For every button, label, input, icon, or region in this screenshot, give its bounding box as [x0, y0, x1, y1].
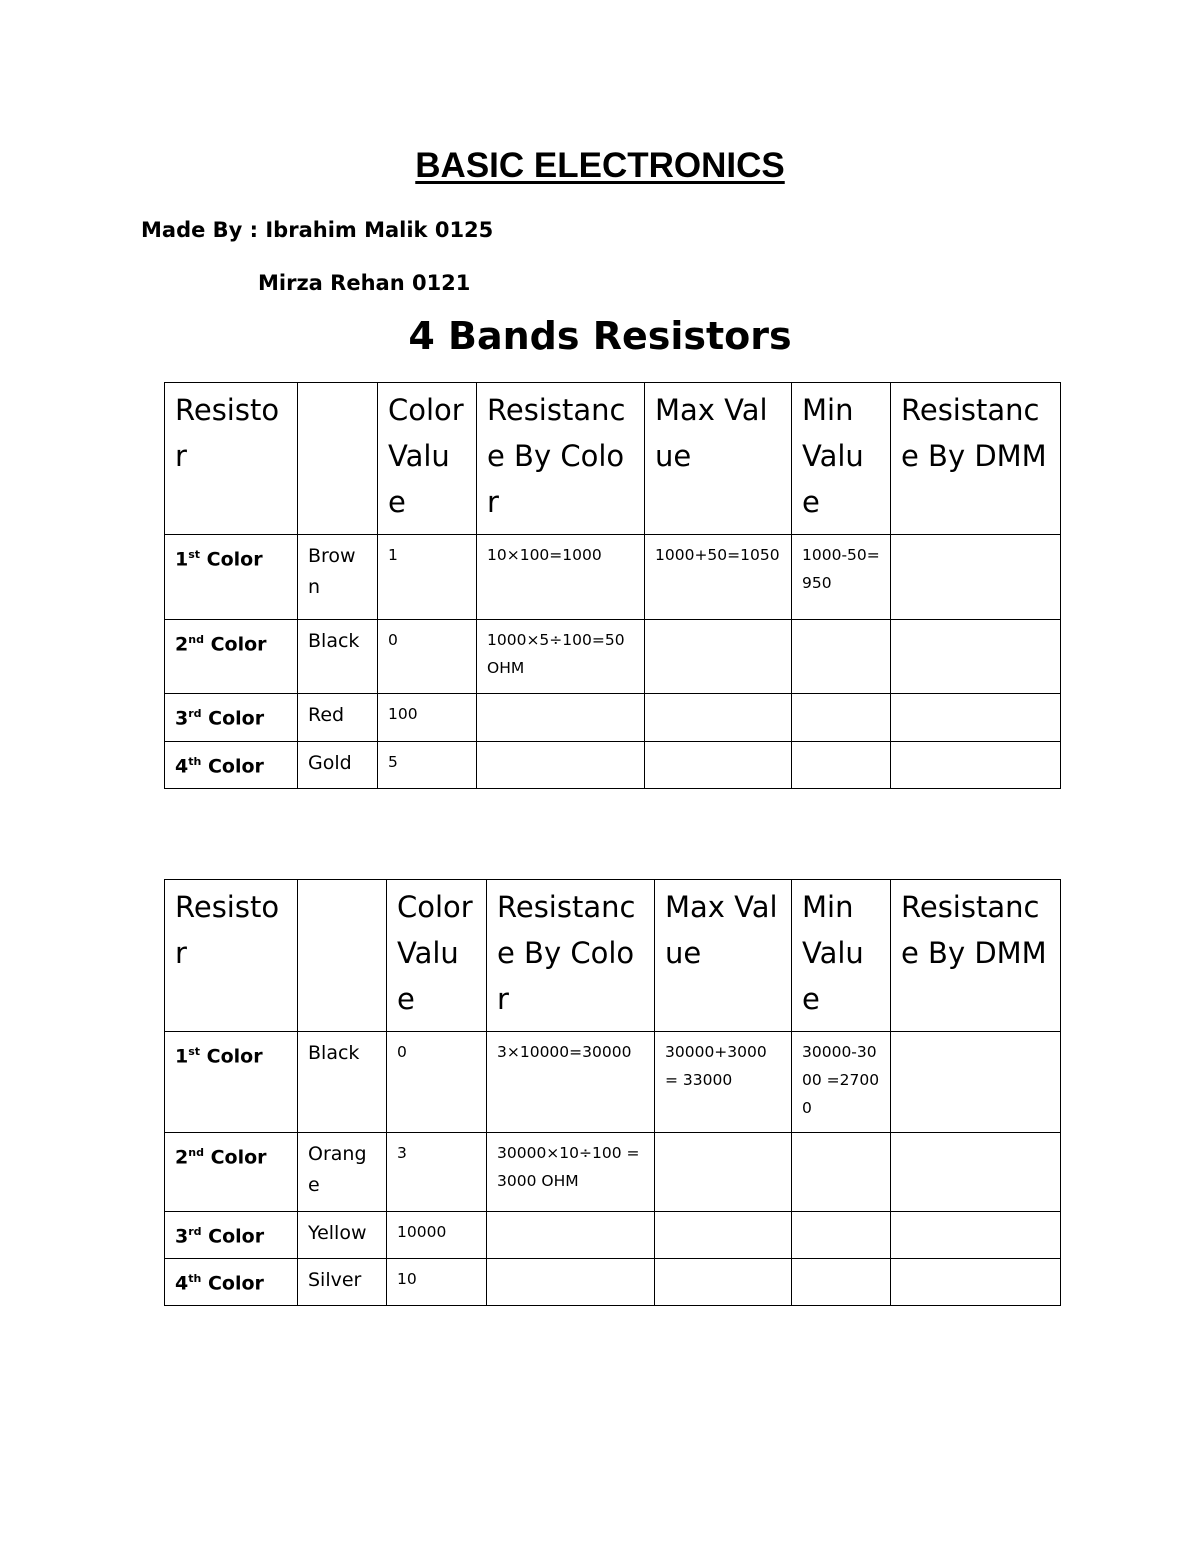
document-title [0, 146, 1200, 186]
resistance-by-color: 30000×10÷100 =3000 OHM [487, 1133, 655, 1212]
min-value: 30000-3000 =27000 [792, 1032, 891, 1133]
resistance-by-dmm [891, 1133, 1061, 1212]
table-row [165, 1259, 1061, 1306]
band-color: Yellow [298, 1212, 387, 1259]
table-header-row [165, 383, 1061, 535]
table-row [165, 535, 1061, 620]
color-value: 100 [378, 694, 477, 742]
band-color: Brown [298, 535, 378, 620]
header-cell: Max Value [645, 383, 792, 535]
color-value: 3 [387, 1133, 487, 1212]
document-title-text: BASIC ELECTRONICS [415, 146, 785, 185]
band-label: 4th Color [165, 1259, 298, 1306]
band-label: 1st Color [165, 1032, 298, 1133]
max-value [655, 1259, 792, 1306]
made-by-line: Made By : Ibrahim Malik 0125 [141, 218, 494, 242]
color-value: 0 [387, 1032, 487, 1133]
resistance-by-color [477, 742, 645, 789]
band-color: Red [298, 694, 378, 742]
band-color: Gold [298, 742, 378, 789]
band-color: Black [298, 1032, 387, 1133]
header-cell: Resistor [165, 383, 298, 535]
band-label: 3rd Color [165, 694, 298, 742]
resistance-by-dmm [891, 1212, 1061, 1259]
table-row [165, 694, 1061, 742]
header-cell [298, 880, 387, 1032]
table-row [165, 1032, 1061, 1133]
resistance-by-dmm [891, 535, 1061, 620]
max-value [655, 1133, 792, 1212]
color-value: 1 [378, 535, 477, 620]
resistance-by-color: 3×10000=30000 [487, 1032, 655, 1133]
resistance-by-color: 1000×5÷100=50 OHM [477, 620, 645, 694]
table-row [165, 742, 1061, 789]
resistance-by-color: 10×100=1000 [477, 535, 645, 620]
second-author: Mirza Rehan 0121 [258, 271, 471, 295]
band-label: 3rd Color [165, 1212, 298, 1259]
table-row [165, 620, 1061, 694]
color-value: 0 [378, 620, 477, 694]
band-color: Orange [298, 1133, 387, 1212]
resistance-by-dmm [891, 1032, 1061, 1133]
min-value [792, 620, 891, 694]
resistance-by-dmm [891, 1259, 1061, 1306]
min-value [792, 694, 891, 742]
header-cell: Max Value [655, 880, 792, 1032]
header-cell: Resistance By DMM [891, 383, 1061, 535]
min-value [792, 1212, 891, 1259]
color-value: 10000 [387, 1212, 487, 1259]
table-row [165, 1212, 1061, 1259]
header-cell: Resistor [165, 880, 298, 1032]
header-cell: Min Value [792, 383, 891, 535]
color-value: 10 [387, 1259, 487, 1306]
band-label: 2nd Color [165, 1133, 298, 1212]
band-label: 1st Color [165, 535, 298, 620]
max-value [645, 620, 792, 694]
header-cell: Color Value [387, 880, 487, 1032]
header-cell: Color Value [378, 383, 477, 535]
table-header-row [165, 880, 1061, 1032]
max-value [655, 1212, 792, 1259]
band-label: 4th Color [165, 742, 298, 789]
resistance-by-dmm [891, 742, 1061, 789]
resistance-by-dmm [891, 620, 1061, 694]
header-cell: Resistance By Color [487, 880, 655, 1032]
resistance-by-color [487, 1259, 655, 1306]
band-color: Black [298, 620, 378, 694]
min-value [792, 742, 891, 789]
max-value [645, 742, 792, 789]
resistance-by-dmm [891, 694, 1061, 742]
header-cell [298, 383, 378, 535]
resistance-by-color [487, 1212, 655, 1259]
header-cell: Min Value [792, 880, 891, 1032]
max-value [645, 694, 792, 742]
min-value [792, 1259, 891, 1306]
min-value: 1000-50=950 [792, 535, 891, 620]
band-label: 2nd Color [165, 620, 298, 694]
min-value [792, 1133, 891, 1212]
max-value: 1000+50=1050 [645, 535, 792, 620]
resistance-by-color [477, 694, 645, 742]
resistor-table-2 [164, 879, 1061, 1306]
max-value: 30000+3000 = 33000 [655, 1032, 792, 1133]
table-row [165, 1133, 1061, 1212]
resistor-table-1 [164, 382, 1061, 789]
color-value: 5 [378, 742, 477, 789]
header-cell: Resistance By DMM [891, 880, 1061, 1032]
band-color: Silver [298, 1259, 387, 1306]
section-title: 4 Bands Resistors [408, 314, 792, 358]
header-cell: Resistance By Color [477, 383, 645, 535]
